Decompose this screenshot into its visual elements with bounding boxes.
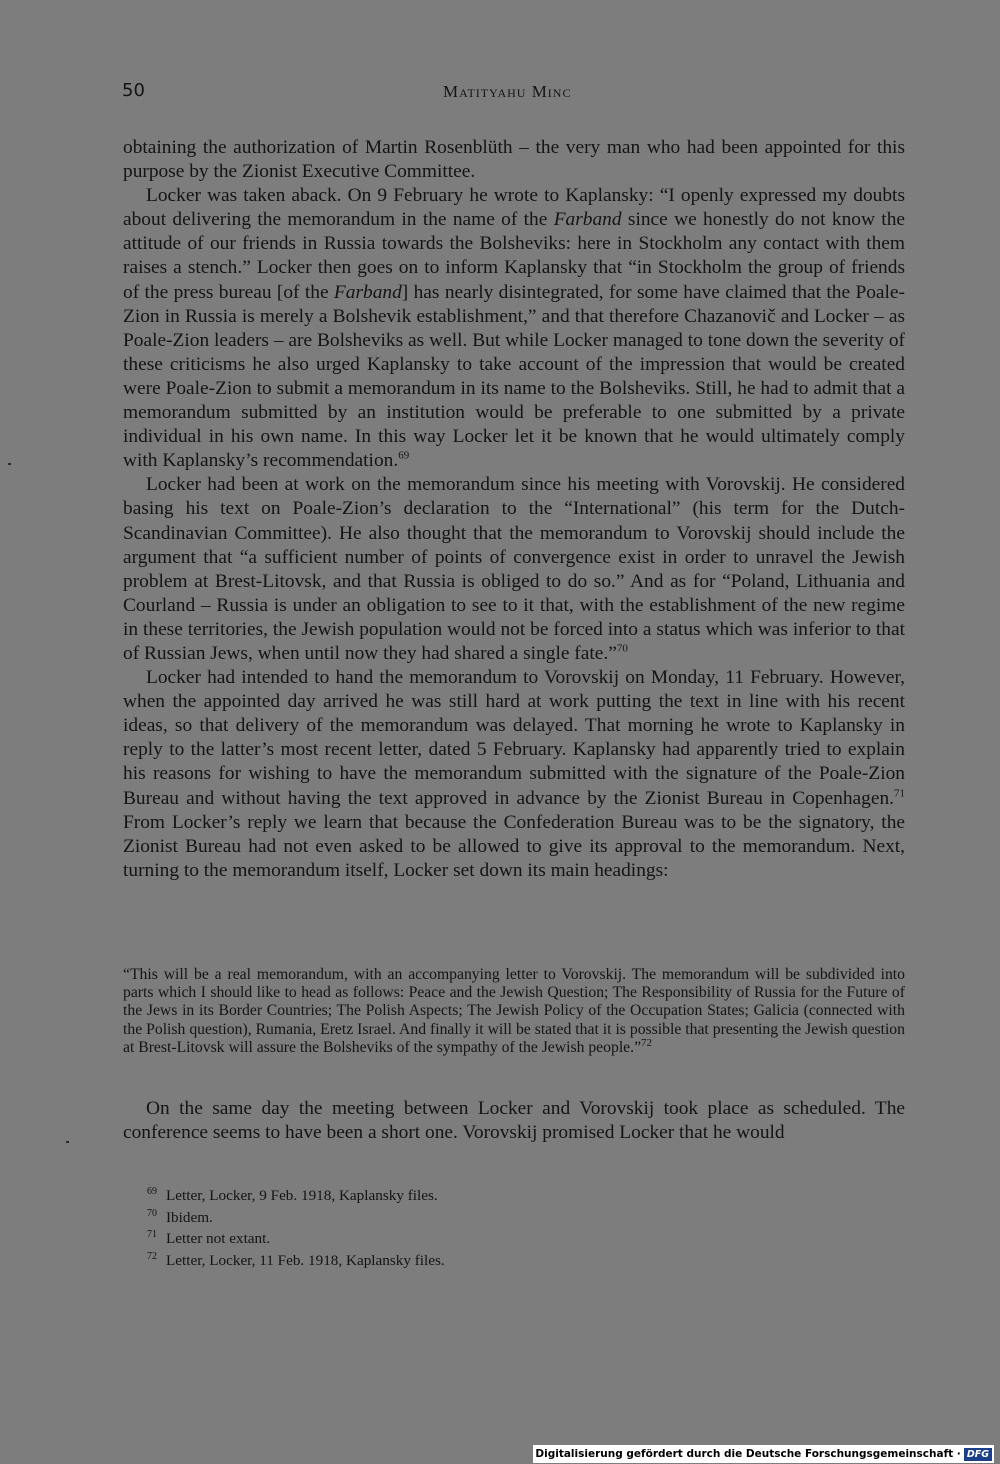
footnote-item <box>147 1186 445 1208</box>
footnote-number: 69 <box>147 1186 157 1197</box>
digitization-credit <box>533 1445 994 1463</box>
paragraph-3: Locker had been at work on the memorandum since his meeting with Vorovskij. He considered basing his text on Poale-Zion’s declaration to the “International” (his term for the Dutch-Scandinavian Committee). He also thought that the memorandum to Vorovskij should include the argument that “a sufficient number of points of convergence exist in order to unravel the Jewish problem at Brest-Litovsk, and that Russia is obliged to do so.” And as for “Poland, Lithuania and Courland – Russia is under an obligation to see to it that, with the establishment of the new regime in these territories, the Jewish population would not be forced into a status which was inferior to that of Russian Jews, when until now they had shared a single fate.”$^{70}$ <box>123 474 905 664</box>
footnote-number: 70 <box>147 1207 157 1219</box>
scan-speck <box>8 463 11 465</box>
scan-speck <box>66 1141 69 1143</box>
block-quote: “This will be a real memorandum, with an accompanying letter to Vorovskij. The memorandum will be subdivided into parts which I should like to head as follows: Peace and the Jewish Question; The Responsibility of Russia for the Future of the Jews in its Border Countries; The Polish Aspects; The Jewish Policy of the Occupation States; Galicia (connected with the Polish question), Rumania, Eretz Israel. And finally it will be stated that it is possible that presenting the Jewish question at Brest-Litovsk will assure the Bolsheviks of the sympathy of the Jewish people.”$^{72}$ <box>123 966 905 1056</box>
footnote-ref[interactable]: 69 <box>398 449 410 462</box>
paragraph-1: obtaining the authorization of Martin Rosenblüth – the very man who had been appointed for this purpose by the Zionist Executive Committee. <box>123 137 905 183</box>
footnote-text: Ibidem. <box>166 1208 213 1226</box>
paragraph-2: Locker was taken aback. On 9 February he wrote to Kaplansky: “I openly expressed my doubts about delivering the memorandum in the name of the Farband since we honestly do not know the attitude of our friends in Russia towards the Bolsheviks: here in Stockholm any contact with them raises a stench.” Locker then goes on to inform Kaplansky that “in Stockholm the group of friends of the press bureau [of the Farband] has nearly disintegrated, for some have claimed that the Poale-Zion in Russia is merely a Bolshevik establishment,” and that therefore Chazanovič and Locker – as Poale-Zion leaders – are Bolsheviks as well. But while Locker managed to tone down the severity of these criticisms he also urged Kaplansky to take account of the impression that would be created were Poale-Zion to submit a memorandum in its name to the Bolsheviks. Still, he had to admit that a memorandum submitted by an institution would be preferable to one submitted by a private individual in his own name. In this way Locker let it be known that he would ultimately comply with Kaplansky’s recommendation.$^{69}$ <box>123 185 905 472</box>
farband-term: Farband <box>553 209 622 231</box>
footnote-item <box>147 1251 445 1273</box>
closing-paragraph: On the same day the meeting between Locker and Vorovskij took place as scheduled. The conference seems to have been a short one. Vorovskij promised Locker that he would <box>123 1098 905 1144</box>
footnote-ref[interactable]: 71 <box>894 787 905 800</box>
page-number: 50 <box>122 80 145 101</box>
footnote-number: 71 <box>147 1229 157 1240</box>
dfg-logo: DFG <box>964 1448 992 1461</box>
footnote-item <box>147 1229 445 1251</box>
footnote-text: Letter, Locker, 11 Feb. 1918, Kaplansky files. <box>166 1251 445 1269</box>
footnote-number: 72 <box>147 1250 157 1262</box>
footnote-item <box>147 1208 445 1230</box>
footnote-text: Letter, Locker, 9 Feb. 1918, Kaplansky files. <box>166 1187 438 1204</box>
paragraph-4: Locker had intended to hand the memorandum to Vorovskij on Monday, 11 February. However, when the appointed day arrived he was still hard at work putting the text in line with his recent ideas, so that delivery of the memorandum was delayed. That morning he wrote to Kaplansky in reply to the latter’s most recent letter, dated 5 February. Kaplansky had apparently tried to explain his reasons for wishing to have the memorandum submitted with the signature of the Poale-Zion Bureau and without having the text approved in advance by the Zionist Bureau in Copenhagen.$^{71}$ From Locker’s reply we learn that because the Confederation Bureau was to be the signatory, the Zionist Bureau had not even asked to be allowed to give its approval to the memorandum. Next, turning to the memorandum itself, Locker set down its main headings: <box>123 667 905 881</box>
farband-term: Farband <box>333 281 402 303</box>
footnote-text: Letter not extant. <box>166 1230 271 1247</box>
footnotes <box>147 1186 445 1272</box>
body-text <box>123 136 905 883</box>
footnote-ref[interactable]: 72 <box>641 1036 653 1049</box>
running-head: Matityahu Minc <box>443 82 572 101</box>
footnote-ref[interactable]: 70 <box>616 642 628 655</box>
credit-text: Digitalisierung gefördert durch die Deutsche Forschungsgemeinschaft · <box>535 1448 961 1460</box>
